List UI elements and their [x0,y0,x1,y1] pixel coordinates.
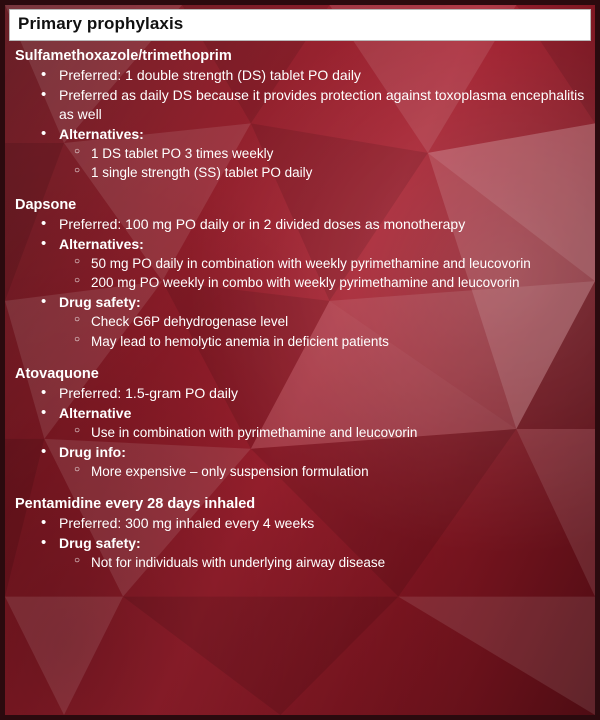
section-dapsone [15,196,585,351]
list-item-text: Alternative [59,404,132,421]
list-item [37,86,585,124]
sub-bullet-list [59,424,585,442]
sub-list-item: ○ 1 single strength (SS) tablet PO daily [69,164,585,182]
list-item [37,235,585,292]
list-item [37,293,585,350]
sub-list-item: ○ 1 DS tablet PO 3 times weekly [69,145,585,163]
list-item [37,443,585,481]
list-item-text: Preferred: 300 mg inhaled every 4 weeks [59,515,315,532]
sub-bullet-list [59,255,585,292]
section-heading: Atovaquone [15,365,99,382]
list-item [37,125,585,182]
list-item [37,215,585,234]
sub-list-item: ○ 50 mg PO daily in combination with weekly pyrimethamine and leucovorin [69,255,585,273]
sub-list-item: ○ Use in combination with pyrimethamine and leucovorin [69,424,585,442]
list-item-text: Drug info: [59,443,126,460]
list-item [37,404,585,442]
list-item-text: Preferred: 1.5-gram PO daily [59,384,238,401]
bullet-list [15,66,585,182]
sub-list-item: ○ Check G6P dehydrogenase level [69,313,585,331]
list-item [37,534,585,572]
sub-list-item: ○ More expensive – only suspension formulation [69,463,585,481]
list-item-text: Alternatives: [59,236,144,253]
page-title: Primary prophylaxis [18,14,184,33]
list-item-text: Drug safety: [59,294,141,311]
sub-list-item: ○ 200 mg PO weekly in combo with weekly pyrimethamine and leucovorin [69,274,585,292]
bullet-list [15,215,585,351]
section-pentamidine [15,495,585,572]
list-item [37,514,585,533]
bullet-list [15,514,585,572]
list-item-text: Preferred: 100 mg PO daily or in 2 divided doses as monotherapy [59,216,466,233]
list-item-text: Alternatives: [59,125,144,142]
sub-bullet-list [59,554,585,572]
slide-body [5,41,595,572]
title-bar [9,9,591,41]
sub-bullet-list [59,145,585,182]
list-item [37,384,585,403]
sub-list-item: ○ May lead to hemolytic anemia in deficient patients [69,333,585,351]
section-heading: Sulfamethoxazole/trimethoprim [15,48,232,64]
sub-bullet-list [59,313,585,350]
sub-bullet-list [59,463,585,481]
section-sulfamethoxazole-trimethoprim [15,47,585,182]
list-item-text: Drug safety: [59,535,141,552]
section-atovaquone [15,365,585,481]
slide-content [5,9,595,572]
list-item [37,66,585,85]
list-item-text: Preferred: 1 double strength (DS) tablet PO daily [59,67,361,84]
sub-list-item: ○ Not for individuals with underlying airway disease [69,554,585,572]
list-item-text: Preferred as daily DS because it provides protection against toxoplasma encephalitis as well [59,87,585,122]
bullet-list [15,384,585,481]
section-heading: Pentamidine every 28 days inhaled [15,496,256,513]
section-heading: Dapsone [15,197,77,214]
